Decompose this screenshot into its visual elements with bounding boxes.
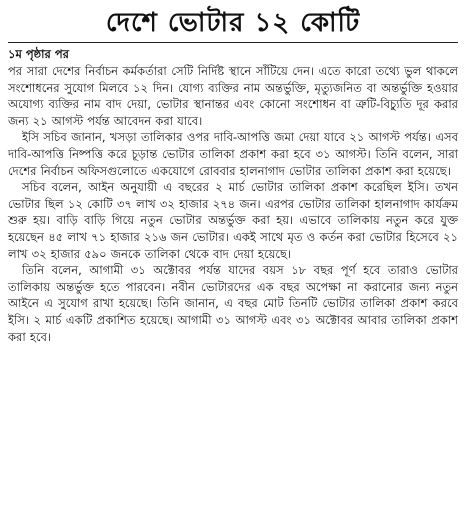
paragraph-4: তিনি বলেন, আগামী ৩১ অক্টোবর পর্যন্ত যাদের বয়স ১৮ বছর পূর্ণ হবে তারাও ভোটার তালিকায় অন্তর্ভুক্ত হতে পারবেন। নবীন ভোটারদের এক বছর অপেক্ষা না করানোর জন্য নতুন আইনে এ সুযোগ রাখা হয়েছে। তিনি জানান, এ বছর মোট তিনটি ভোটার তালিকা প্রকাশ করবে ইসি। ২ মার্চ একটি প্রকাশিত হয়েছে। আগামী ৩১ আগস্ট এবং ৩১ অক্টোবর আবার তালিকা প্রকাশ করা হবে। [8, 263, 458, 344]
headline-divider [8, 42, 458, 43]
paragraph-3: সচিব বলেন, আইন অনুযায়ী এ বছরের ২ মার্চ ভোটার তালিকা প্রকাশ করেছিল ইসি। তখন ভোটার ছিল ১২ কোটি ৩৭ লাখ ৩২ হাজার ২৭৪ জন। এরপর ভোটার তালিকা হালনাগাদ কার্যক্রম শুরু হয়। বাড়ি বাড়ি গিয়ে নতুন ভোটার অন্তর্ভুক্ত করা হয়। এভাবে তালিকায় নতুন করে যুক্ত হয়েছেন ৪৫ লাখ ৭১ হাজার ২১৬ জন ভোটার। একই সাথে মৃত ও কর্তন করা ভোটার হিসেবে ২১ লাখ ৩২ হাজার ৫৯০ জনকে তালিকা থেকে বাদ দেয়া হয়েছে। [8, 180, 458, 261]
paragraph-2: ইসি সচিব জানান, খসড়া তালিকার ওপর দাবি-আপত্তি জমা দেয়া যাবে ২১ আগস্ট পর্যন্ত। এসব দাবি-আপত্তি নিষ্পত্তি করে চূড়ান্ত ভোটার তালিকা প্রকাশ করা হবে ৩১ আগস্ট। তিনি বলেন, সারা দেশের নির্বাচন অফিসগুলোতে একযোগে রোববার হালনাগাদ ভোটার তালিকা প্রকাশ করা হয়েছে। [8, 130, 458, 178]
headline: দেশে ভোটার ১২ কোটি [105, 8, 361, 38]
continued-from-label: ১ম পৃষ্ঠার পর [8, 47, 69, 61]
paragraph-1: পর সারা দেশের নির্বাচন কর্মকর্তারা সেটি নির্দিষ্ট স্থানে সাঁটিয়ে দেন। এতে কারো তথ্যে ভুল থাকলে সংশোধনের সুযোগ মিলবে ১২ দিন। যোগ্য ব্যক্তির নাম অন্তর্ভুক্তি, মৃত্যুজনিত বা অন্তর্ভুক্তি হওয়ার অযোগ্য ব্যক্তির নাম বাদ দেয়া, ভোটার স্থানান্তর এবং কোনো সংশোধন বা ত্রুটি-বিচ্যুতি দূর করার জন্য ২১ আগস্ট পর্যন্ত আবেদন করা যাবে। [8, 64, 458, 128]
